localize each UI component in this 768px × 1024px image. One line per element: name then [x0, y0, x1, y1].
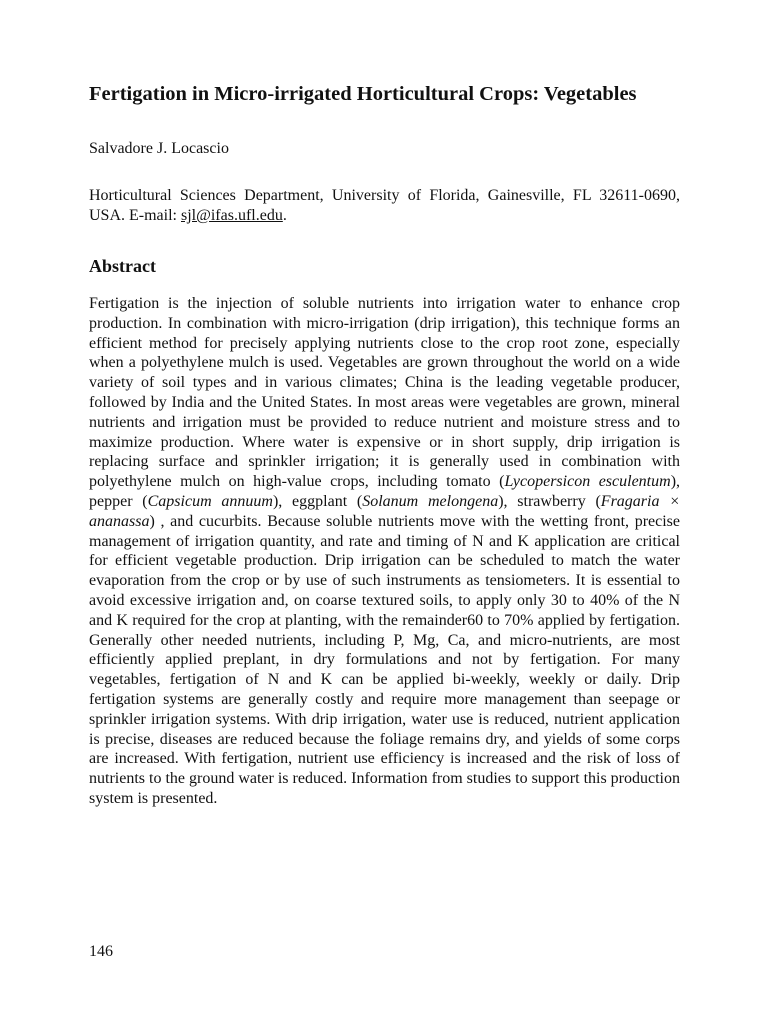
- abstract-heading: Abstract: [89, 256, 156, 276]
- abstract-body: [89, 294, 680, 809]
- abstract-text-1: Fertigation is the injection of soluble nutrients into irrigation water to enhance crop production. In combination with micro-irrigation (drip irrigation), this technique forms an efficient method for precisely applying nutrients close to the crop root zone, especially when a polyethylene mulch is used. Vegetables are grown throughout the world on a wide variety of soil types and in various climates; China is the leading vegetable producer, followed by India and the United States. In most areas were vegetables are grown, mineral nutrients and irrigation must be provided to reduce nutrient and moisture stress and to maximize production. Where water is expensive or in short supply, drip irrigation is replacing surface and sprinkler irrigation; it is generally used in combination with polyethylene mulch on high-value crops, including tomato (: [89, 295, 680, 491]
- abstract-text-2: ), pepper (: [89, 473, 681, 510]
- author-affiliation: [89, 186, 680, 226]
- email-link[interactable]: sjl@ifas.ufl.edu: [181, 207, 283, 224]
- paper-title: Fertigation in Micro-irrigated Horticultural Crops: Vegetables: [89, 83, 637, 105]
- abstract-paragraph: [89, 294, 680, 809]
- species-pepper: Capsicum annuum: [147, 492, 273, 510]
- species-tomato: Lycopersicon esculentum: [504, 473, 671, 491]
- abstract-text-3: ), eggplant (: [272, 492, 363, 510]
- author-name: Salvadore J. Locascio: [89, 140, 229, 157]
- species-strawberry: Fragaria × ananassa: [89, 492, 681, 530]
- species-eggplant: Solanum melongena: [362, 492, 499, 510]
- affiliation-period: .: [282, 207, 287, 224]
- abstract-text-4: ), strawberry (: [498, 492, 601, 510]
- affiliation-text: Horticultural Sciences Department, University of Florida, Gainesville, FL 32611-0690, USA. E-mail:: [89, 187, 680, 224]
- abstract-text-5: ) , and cucurbits. Because soluble nutrients move with the wetting front, precise management of irrigation quantity, and rate and timing of N and K application are critical for efficient vegetable production. Drip irrigation can be scheduled to match the water evaporation from the crop or by use of such instruments as tensiometers. It is essential to avoid excessive irrigation and, on coarse textured soils, to apply only 30 to 40% of the N and K required for the crop at planting, with the remainder60 to 70% applied by fertigation. Generally other needed nutrients, including P, Mg, Ca, and micro-nutrients, are most efficiently applied preplant, in dry formulations and not by fertigation. For many vegetables, fertigation of N and K can be applied bi-weekly, weekly or daily. Drip fertigation systems are generally costly and require more management than seepage or sprinkler irrigation systems. With drip irrigation, water use is reduced, nutrient application is precise, diseases are reduced because the foliage remains dry, and yields of some corps are increased. With fertigation, nutrient use efficiency is increased and the risk of loss of nutrients to the ground water is reduced. Information from studies to support this production system is presented.: [89, 512, 680, 807]
- page-number: 146: [89, 943, 113, 960]
